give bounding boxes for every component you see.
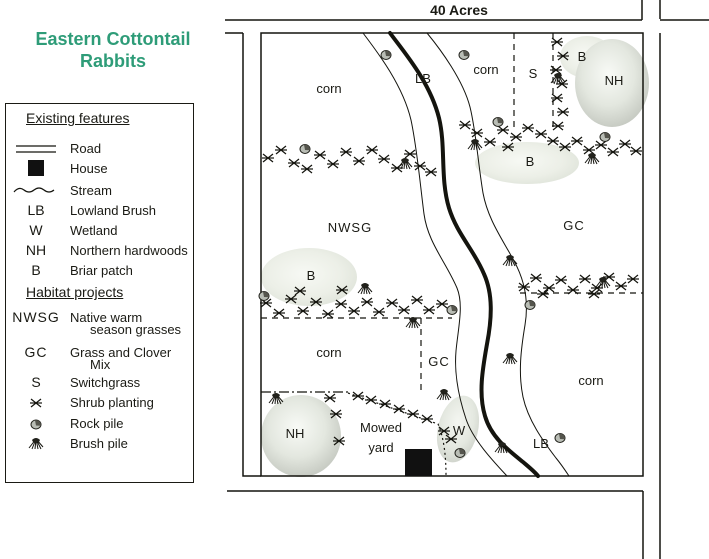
shrub-planting-icon (537, 290, 549, 298)
legend-label: Lowland Brush (70, 203, 156, 218)
rock-pile-icon (455, 449, 465, 458)
shrub-planting-icon (301, 165, 313, 173)
shrub-planting-icon (353, 157, 365, 165)
house (405, 449, 432, 476)
rock-pile-icon (459, 51, 469, 60)
rock-pile-icon (300, 145, 310, 154)
shrub-planting-icon (327, 160, 339, 168)
shrub-planting-icon (275, 146, 287, 154)
shrub-planting-icon (615, 282, 627, 290)
legend-row-wetland (6, 222, 193, 240)
shrub-planting-icon (530, 274, 542, 282)
brush-pile-icon (398, 158, 412, 169)
shrub-planting-icon (322, 310, 334, 318)
shrub-planting-icon (547, 137, 559, 145)
mowed-yard-label: yard (368, 440, 394, 455)
legend-label: season grasses (90, 322, 182, 337)
acreage-label: 40 Acres (430, 2, 488, 18)
shrub-planting-icon (607, 148, 619, 156)
shrub-planting-icon (288, 159, 300, 167)
legend-row-grass-clover (6, 344, 193, 372)
legend-label: Brush pile (70, 436, 128, 451)
legend-symbol-lb: LB (27, 202, 45, 218)
shrub-planting-icon (379, 400, 391, 408)
legend-row-nwsg (6, 309, 193, 337)
legend-label: Shrub planting (70, 395, 154, 410)
rock-pile-icon (259, 292, 269, 301)
shrub-planting-icon (535, 130, 547, 138)
brush-pile-icon (503, 353, 517, 364)
shrub-planting-icon (262, 154, 274, 162)
corn-field-label: corn (316, 81, 342, 96)
legend-row-brush-pile (6, 435, 193, 453)
legend-row-northern-hardwoods (6, 242, 193, 260)
shrub-planting-icon (340, 148, 352, 156)
shrub-planting-icon (550, 66, 562, 74)
rock-pile-icon (493, 118, 503, 127)
shrub-planting-icon (471, 129, 483, 137)
page-title-line2: Rabbits (79, 51, 146, 71)
brush-pile-icon (503, 255, 517, 266)
house-icon (6, 160, 66, 179)
shrub-planting-icon (595, 141, 607, 149)
rock-pile-icon (6, 415, 66, 431)
brush-pile-icon (468, 139, 482, 150)
shrub-planting-icon (425, 168, 437, 176)
legend-label: Stream (70, 183, 112, 198)
shrub-planting-icon (630, 147, 642, 155)
legend-label: House (70, 161, 108, 176)
northern-hardwoods-label: NH (604, 73, 624, 88)
wetland-label: W (452, 423, 466, 438)
lowland-brush-label: LB (415, 71, 431, 86)
shrub-planting-icon (366, 146, 378, 154)
shrub-planting-icon (551, 38, 563, 46)
shrub-planting-icon (619, 140, 631, 148)
shrub-planting-icon (627, 275, 639, 283)
legend-label: Northern hardwoods (70, 243, 188, 258)
left-road-west-edge (243, 33, 261, 476)
legend-symbol-b: B (31, 262, 41, 278)
legend-label: Road (70, 141, 102, 156)
shrub-planting-icon (522, 124, 534, 132)
shrub-planting-icon (365, 396, 377, 404)
shrub-planting-icon (398, 306, 410, 314)
lowland-brush-label: LB (533, 436, 549, 451)
legend-symbol-s: S (31, 374, 41, 390)
legend-label: Wetland (70, 223, 118, 238)
mowed-yard-label: Mowed (360, 420, 402, 435)
shrub-planting-icon (436, 300, 448, 308)
shrub-planting-icon (348, 307, 360, 315)
legend-existing-header: Existing features (26, 110, 130, 126)
brush-pile-icon (596, 277, 610, 288)
shrub-planting-icon (497, 126, 509, 134)
shrub-planting-icon (571, 137, 583, 145)
shrub-planting-icon (373, 308, 385, 316)
shrub-planting-icon (6, 394, 66, 410)
shrub-planting-icon (314, 151, 326, 159)
legend-row-stream (6, 182, 193, 200)
grass-clover-field-label: GC (428, 354, 450, 369)
shrub-planting-icon (361, 298, 373, 306)
page-title (8, 28, 218, 72)
shrub-planting-icon (273, 309, 285, 317)
stream-icon (6, 182, 66, 198)
shrub-planting-icon (551, 94, 563, 102)
legend-label: Switchgrass (70, 375, 141, 390)
legend-label: Briar patch (70, 263, 133, 278)
rock-pile-icon (381, 51, 391, 60)
shrub-planting-icon (423, 306, 435, 314)
rock-pile-icon (600, 133, 610, 142)
legend-symbol-nh: NH (25, 242, 47, 258)
shrub-planting-icon (404, 150, 416, 158)
legend-projects-header: Habitat projects (26, 284, 124, 300)
shrub-planting-icon (579, 275, 591, 283)
legend-symbol-gc: GC (24, 344, 48, 360)
right-road-east-edge-top (660, 0, 709, 20)
briar-patch-label: B (525, 154, 535, 169)
rock-pile-icon (447, 306, 457, 315)
page-title-line1: Eastern Cottontail (35, 29, 191, 49)
brush-pile-icon (6, 435, 66, 451)
shrub-planting-icon (518, 283, 530, 291)
shrub-planting-icon (555, 276, 567, 284)
legend-row-briar-patch (6, 262, 193, 280)
shrub-planting-icon (386, 299, 398, 307)
shrub-planting-icon (567, 286, 579, 294)
legend-symbol-w: W (29, 222, 43, 238)
shrub-planting-icon (335, 300, 347, 308)
legend-row-shrub-planting (6, 394, 193, 412)
shrub-planting-icon (484, 138, 496, 146)
shrub-planting-icon (510, 133, 522, 141)
shrub-planting-icon (588, 290, 600, 298)
corn-field-label: corn (578, 373, 604, 388)
brush-pile-icon (437, 389, 451, 400)
shrub-planting-icon (421, 415, 433, 423)
legend-label: Rock pile (70, 416, 124, 431)
brush-pile-icon (406, 317, 420, 328)
shrub-planting-icon (459, 121, 471, 129)
legend-row-road (6, 140, 193, 158)
shrub-planting-icon (557, 108, 569, 116)
legend-row-house (6, 160, 193, 178)
legend-row-rock-pile (6, 415, 193, 433)
road-icon (6, 140, 66, 156)
corn-field-label: corn (316, 345, 342, 360)
shrub-planting-icon (352, 392, 364, 400)
habitat-blobs (261, 36, 649, 477)
legend-label: Grass and Clover (70, 345, 172, 360)
shrub-planting-icon (378, 155, 390, 163)
brush-pile-icon (358, 283, 372, 294)
nwsg-field-label: NWSG (327, 220, 373, 235)
switchgrass-strip-label: S (528, 66, 538, 81)
shrub-planting-icon (552, 122, 564, 130)
grass-clover-field-label: GC (563, 218, 585, 233)
legend-symbol-nwsg: NWSG (12, 309, 60, 325)
shrub-planting-icon (411, 296, 423, 304)
legend-label: Native warm (70, 310, 143, 325)
legend (5, 103, 194, 483)
legend-row-switchgrass (6, 374, 193, 392)
shrub-planting-icon (407, 410, 419, 418)
corn-field-label: corn (473, 62, 499, 77)
rock-pile-icon (555, 434, 565, 443)
legend-row-lowland-brush (6, 202, 193, 220)
shrub-planting-icon (583, 146, 595, 154)
rock-pile-icon (525, 301, 535, 310)
brush-pile-icon (585, 153, 599, 164)
briar-patch-label: B (577, 49, 587, 64)
shrub-planting-icon (297, 307, 309, 315)
shrub-planting-icon (324, 394, 336, 402)
briar-patch-label: B (306, 268, 316, 283)
shrub-planting-icon (393, 405, 405, 413)
northern-hardwoods-label: NH (285, 426, 305, 441)
shrub-planting-icon (543, 284, 555, 292)
shrub-planting-icon (414, 162, 426, 170)
legend-label: Mix (90, 357, 111, 372)
